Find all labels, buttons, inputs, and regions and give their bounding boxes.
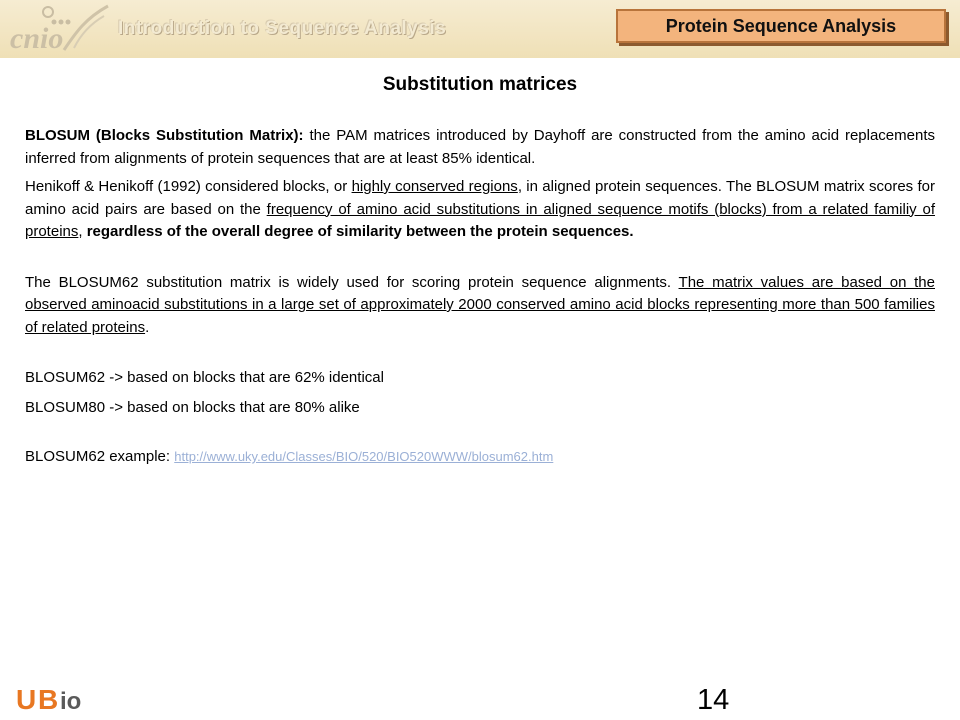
presentation-subtitle: Introduction to Sequence Analysis [118, 18, 447, 39]
slide-header [0, 0, 960, 58]
paragraph-blosum-definition [25, 125, 935, 170]
section-label: Protein Sequence Analysis [616, 9, 946, 43]
svg-text:U: U [16, 684, 37, 714]
blosum62-example-link[interactable]: http://www.uky.edu/Classes/BIO/520/BIO520WWW/blosum62.htm [174, 449, 554, 464]
svg-text:io: io [60, 688, 82, 714]
svg-text:cnio: cnio [10, 22, 64, 55]
example-line [25, 446, 935, 469]
paragraph-text: , in aligned protein sequences. The BLOSUM matrix scores for amino acid pairs are based on the [25, 178, 935, 218]
cnio-logo [4, 2, 114, 56]
underlined-text: frequency of amino acid substitutions in aligned sequence motifs (blocks) from a related familiy of proteins [25, 200, 935, 240]
underlined-text: The matrix values are based on the observed aminoacid substitutions in a large set of approximately 2000 conserved amino acid blocks representing more than 500 families of related proteins [25, 273, 935, 336]
paragraph-text: The BLOSUM62 substitution matrix is widely used for scoring protein sequence alignments. [25, 273, 679, 291]
bold-text: regardless of the overall degree of similarity between the protein sequences. [86, 223, 634, 240]
slide-title: Substitution matrices [382, 74, 578, 95]
paragraph-text: Henikoff & Henikoff (1992) considered blocks, or [25, 178, 352, 195]
blosum-term: BLOSUM (Blocks Substitution Matrix): [25, 127, 304, 144]
slide-body [25, 125, 935, 469]
svg-text:B: B [38, 684, 59, 714]
paragraph-henikoff [25, 176, 935, 244]
ubio-logo [16, 684, 98, 714]
paragraph-text: , [78, 223, 87, 240]
page-number: 14 [697, 684, 730, 716]
underlined-text: highly conserved regions [351, 178, 518, 195]
paragraph-text: the PAM matrices introduced by Dayhoff are constructed from the amino acid replacements inferred from alignments of protein sequences that are at least 85% identical. [25, 127, 935, 167]
blosum80-line: BLOSUM80 -> based on blocks that are 80% alike [25, 398, 360, 416]
blosum62-line: BLOSUM62 -> based on blocks that are 62% identical [25, 369, 384, 386]
paragraph-blosum62 [25, 272, 935, 340]
example-label: BLOSUM62 example: [25, 448, 175, 465]
paragraph-text: . [145, 318, 150, 336]
